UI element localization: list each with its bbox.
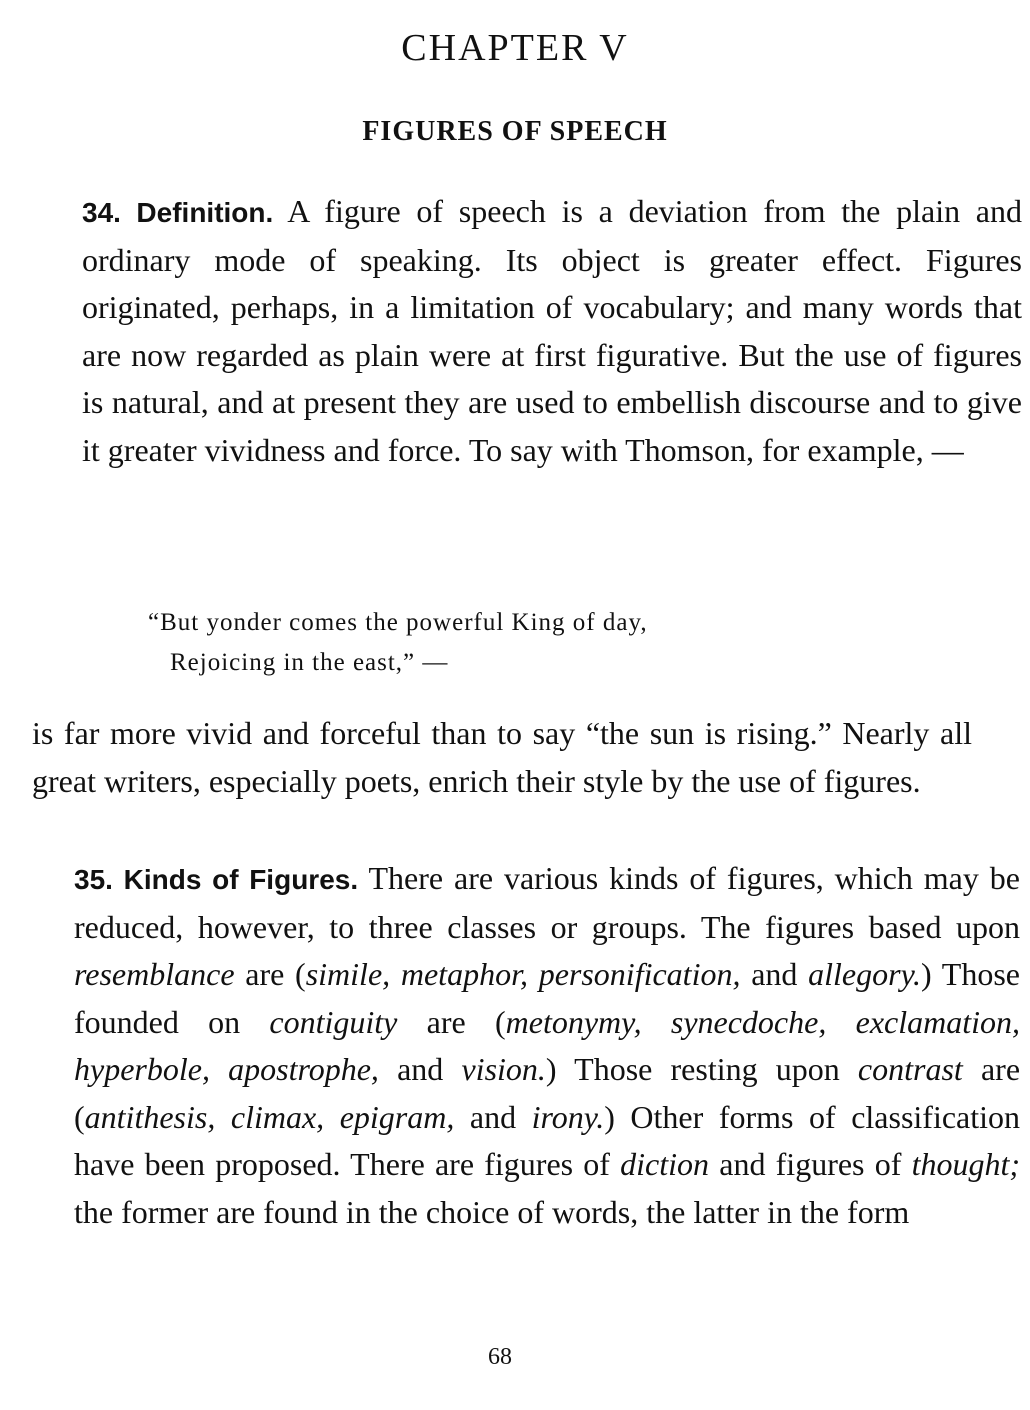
p35-term-vision: vision.: [461, 1051, 546, 1087]
section-title: FIGURES OF SPEECH: [362, 116, 668, 147]
p35-text-7: ) Those resting upon: [545, 1051, 858, 1087]
p35-text-6: and: [378, 1051, 462, 1087]
p35-text-10: ) Other forms of classification have been proposed. There are figures of: [74, 1098, 1021, 1182]
p35-term-diction: diction: [620, 1146, 710, 1182]
p35-terms-group-3: antithesis, climax, epigram,: [84, 1098, 455, 1135]
paragraph-34: [32, 188, 1022, 474]
p35-text-2: are (: [234, 956, 306, 992]
paragraph-35-heading: 35. Kinds of Figures.: [74, 864, 359, 895]
paragraph-35: [24, 855, 1020, 1236]
p35-text-12: the former are found in the choice of words, the latter in the form: [74, 1193, 910, 1230]
p35-term-thought: thought;: [911, 1146, 1020, 1182]
p35-text-1: There are various kinds of figures, which may be reduced, however, to three classes or groups. The figures based upon: [74, 860, 1021, 945]
p35-terms-group-2: metonymy, synecdoche, exclamation, hyperbole, apostrophe,: [74, 1003, 1020, 1087]
p35-text-5: are (: [397, 1003, 506, 1040]
p35-term-resemblance: resemblance: [74, 956, 235, 992]
p35-text-4: ) Those founded on: [74, 956, 1021, 1040]
block-quote: [148, 603, 868, 683]
p35-text-9: and: [454, 1098, 532, 1135]
quote-line-2: Rejoicing in the east,” —: [170, 649, 449, 676]
quote-line-1: “But yonder comes the powerful King of day,: [148, 609, 648, 636]
p35-term-irony: irony.: [531, 1098, 605, 1135]
p35-term-allegory: allegory.: [808, 956, 921, 992]
p35-text-3: and: [740, 956, 809, 992]
chapter-heading: CHAPTER V: [401, 27, 629, 69]
p35-term-contrast: contrast: [857, 1051, 963, 1087]
paragraph-34-heading: 34. Definition.: [82, 197, 274, 228]
page-number: 68: [488, 1344, 512, 1370]
paragraph-34-text: A figure of speech is a deviation from the plain and ordinary mode of speaking. Its object is greater effect. Figures originated, perhaps, in a limitation of vocabulary; and many words that are now regarded as plain were at first figurative. But the use of figures is natural, and at present they are used to embellish discourse and to give it greater vividness and force. To say with Thomson, for example, —: [82, 193, 1023, 468]
p35-terms-group-1: simile, metaphor, personification,: [305, 956, 741, 992]
paragraph-34-continued: is far more vivid and forceful than to say “the sun is rising.” Nearly all great writers, especially poets, enrich their style by the use of figures.: [32, 715, 972, 799]
p35-text-8: are (: [74, 1051, 1021, 1135]
p35-text-11: and figures of: [709, 1146, 912, 1182]
p35-term-contiguity: contiguity: [269, 1003, 398, 1040]
